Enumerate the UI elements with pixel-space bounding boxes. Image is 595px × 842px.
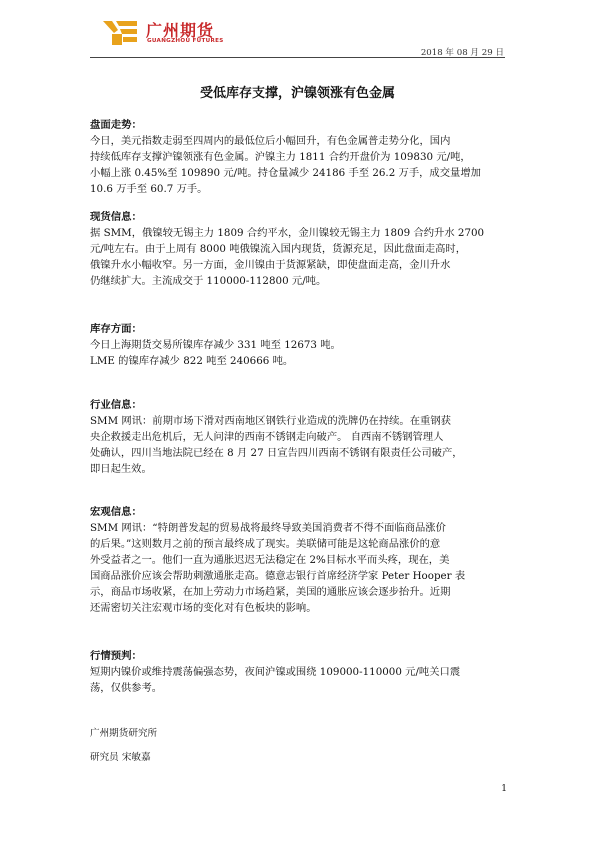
section-body <box>90 337 508 369</box>
section-body <box>90 520 508 616</box>
text-line: 俄镍升水小幅收窄。另一方面，金川镍由于货源紧缺，即使盘面走高，金川升水 <box>90 259 451 271</box>
brand-name-cn: 广州期货 <box>146 21 215 40</box>
text-line: LME 的镍库存减少 822 吨至 240666 吨。 <box>90 355 294 367</box>
report-date: 2018 年 08 月 29 日 <box>420 48 504 58</box>
section-heading: 库存方面： <box>90 323 142 335</box>
text-line: 短期内镍价或维持震荡偏强态势，夜间沪镍或围绕 109000-110000 元/吨关口震 <box>90 666 461 678</box>
section-heading: 宏观信息： <box>90 506 142 518</box>
research-institute: 广州期货研究所 <box>90 728 158 739</box>
section-body <box>90 664 508 696</box>
section-heading: 行情预判： <box>90 650 142 662</box>
text-line: 示，商品市场收紧，在加上劳动力市场趋紧，美国的通胀应该会逐步抬升。近期 <box>90 586 451 598</box>
guangzhou-futures-logo-icon <box>103 19 137 45</box>
report-title: 受低库存支撑，沪镍领涨有色金属 <box>199 86 395 101</box>
text-line: 即日起生效。 <box>90 463 152 475</box>
brand-name-en: GUANGZHOU FUTURES <box>147 38 224 44</box>
section-body <box>90 413 508 477</box>
section-heading: 盘面走势： <box>90 119 142 131</box>
text-line: 据 SMM，俄镍较无锡主力 1809 合约平水，金川镍较无锡主力 1809 合约升水 2700 <box>90 227 485 239</box>
header-divider <box>90 57 505 58</box>
text-line: 处确认，四川当地法院已经在 8 月 27 日宣告四川西南不锈钢有限责任公司破产， <box>90 447 463 459</box>
page-number: 1 <box>501 784 507 794</box>
text-line: 元/吨左右。由于上周有 8000 吨俄镍流入国内现货，货源充足，因此盘面走高时， <box>90 243 467 255</box>
text-line: 今日，美元指数走弱至四周内的最低位后小幅回升，有色金属普走势分化，国内 <box>90 135 451 147</box>
section-heading: 现货信息： <box>90 211 142 223</box>
text-line: 的后果。”这则数月之前的预言最终成了现实。美联储可能是这轮商品涨价的意 <box>90 538 441 550</box>
text-line: 国商品涨价应该会帮助刺激通胀走高。德意志银行首席经济学家 Peter Hooper 表 <box>90 570 466 582</box>
section-market-trend <box>90 118 508 197</box>
researcher-name: 研究员 宋敏嘉 <box>90 752 151 763</box>
section-macro-info <box>90 505 508 616</box>
section-market-forecast <box>90 649 508 696</box>
text-line: 仍继续扩大。主流成交于 110000-112800 元/吨。 <box>90 275 327 287</box>
section-industry-info <box>90 398 508 477</box>
text-line: SMM 网讯：“特朗普发起的贸易战将最终导致美国消费者不得不面临商品涨价 <box>90 522 446 534</box>
text-line: 荡，仅供参考。 <box>90 682 163 694</box>
text-line: 还需密切关注宏观市场的变化对有色板块的影响。 <box>90 602 317 614</box>
text-line: 外受益者之一。他们一直为通胀迟迟无法稳定在 2%目标水平而头疼，现在，美 <box>90 554 450 566</box>
section-body <box>90 133 508 197</box>
section-heading: 行业信息： <box>90 399 142 411</box>
text-line: 央企救援走出危机后，无人问津的西南不锈钢走向破产。 自西南不锈钢管理人 <box>90 431 444 443</box>
text-line: 小幅上涨 0.45%至 109890 元/吨。持仓量减少 24186 手至 26.2 万手，成交量增加 <box>90 167 481 179</box>
text-line: 今日上海期货交易所镍库存减少 331 吨至 12673 吨。 <box>90 339 341 351</box>
text-line: 10.6 万手至 60.7 万手。 <box>90 183 208 195</box>
text-line: 持续低库存支撑沪镍领涨有色金属。沪镍主力 1811 合约开盘价为 109830 元/吨， <box>90 151 471 163</box>
section-inventory <box>90 322 508 369</box>
section-spot-info <box>90 210 508 289</box>
text-line: SMM 网讯：前期市场下滑对西南地区钢铁行业造成的洗牌仍在持续。在重钢获 <box>90 415 451 427</box>
section-body <box>90 225 508 289</box>
